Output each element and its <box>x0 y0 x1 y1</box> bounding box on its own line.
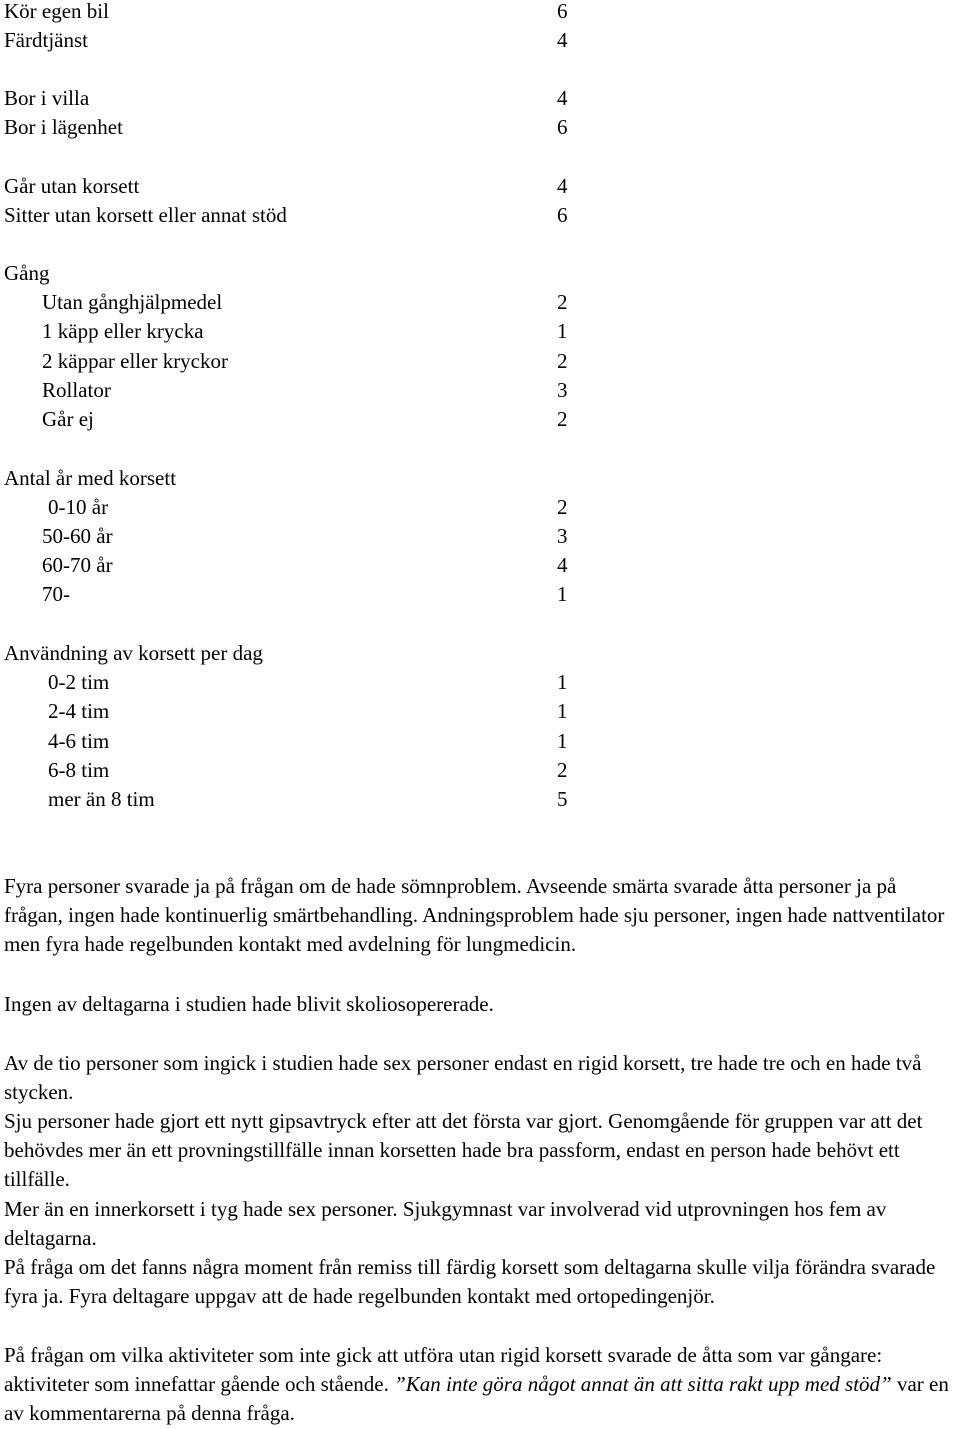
row-label: 2-4 tim <box>48 699 110 723</box>
row-label: 1 käpp eller krycka <box>42 319 204 343</box>
paragraph-symptoms: Fyra personer svarade ja på frågan om de hade sömnproblem. Avseende smärta svarade åtta personer ja på frågan, ingen hade kontinuerlig smärtbehandling. Andningsproblem hade sju personer, ingen hade nattventilator men fyra hade regelbunden kontakt med avdelning för lungmedicin. <box>4 874 945 957</box>
row-label: Bor i villa <box>4 86 90 110</box>
row-value: 6 <box>557 203 568 227</box>
row-value: 1 <box>557 319 568 343</box>
row-label: 6-8 tim <box>48 758 110 782</box>
row-label: Bor i lägenhet <box>4 115 123 139</box>
row-label: 70- <box>42 582 70 606</box>
row-value: 2 <box>557 758 568 782</box>
row-value: 1 <box>557 699 568 723</box>
row-value: 3 <box>557 378 568 402</box>
row-label: 50-60 år <box>42 524 113 548</box>
row-value: 5 <box>557 787 568 811</box>
row-value: 3 <box>557 524 568 548</box>
paragraph-aktiviteter <box>4 1341 956 1429</box>
row-value: 4 <box>557 28 568 52</box>
paragraph-text: På frågan om vilka aktiviteter som inte gick att utföra utan rigid korsett svarade de åtta som var gångare: aktiviteter som innefattar gående och stående. <box>4 1343 883 1397</box>
row-value: 4 <box>557 86 568 110</box>
paragraph-text: var en av kommentarerna på denna fråga. <box>4 1372 949 1426</box>
row-label: 4-6 tim <box>48 729 110 753</box>
row-value: 2 <box>557 290 568 314</box>
row-value: 2 <box>557 349 568 373</box>
row-value: 1 <box>557 582 568 606</box>
section-heading: Gång <box>4 261 50 285</box>
row-value: 6 <box>557 0 568 23</box>
row-label: 2 käppar eller kryckor <box>42 349 228 373</box>
row-label: Kör egen bil <box>4 0 109 23</box>
row-label: Går ej <box>42 407 94 431</box>
row-value: 2 <box>557 495 568 519</box>
row-value: 2 <box>557 407 568 431</box>
paragraph-remiss: På fråga om det fanns några moment från remiss till färdig korsett som deltagarna skulle vilja förändra svarade fyra ja. Fyra deltagare uppgav att de hade regelbunden kontakt med ortopedingenjör. <box>4 1255 936 1309</box>
paragraph-innerkorsett: Mer än en innerkorsett i tyg hade sex personer. Sjukgymnast var involverad vid utprovningen hos fem av deltagarna. <box>4 1197 887 1251</box>
paragraph-gipsavtryck: Sju personer hade gjort ett nytt gipsavtryck efter att det första var gjort. Genomgående för gruppen var att det behövdes mer än ett provningstillfälle innan korsetten hade bra passform, endast en person hade behövt ett tillfälle. <box>4 1109 923 1192</box>
section-heading: Antal år med korsett <box>4 466 177 490</box>
row-value: 4 <box>557 174 568 198</box>
section-heading: Användning av korsett per dag <box>4 641 263 665</box>
row-label: 60-70 år <box>42 553 113 577</box>
row-label: 0-2 tim <box>48 670 110 694</box>
row-label: mer än 8 tim <box>48 787 155 811</box>
paragraph-surgery: Ingen av deltagarna i studien hade blivit skoliosopererade. <box>4 992 494 1016</box>
row-label: Färdtjänst <box>4 28 88 52</box>
paragraph-korsett-count: Av de tio personer som ingick i studien hade sex personer endast en rigid korsett, tre hade tre och en hade två stycken. <box>4 1051 922 1105</box>
quote-text: ”Kan inte göra något annat än att sitta rakt upp med stöd” <box>394 1372 892 1397</box>
row-label: Går utan korsett <box>4 174 140 198</box>
row-value: 4 <box>557 553 568 577</box>
row-value: 1 <box>557 670 568 694</box>
row-label: Sitter utan korsett eller annat stöd <box>4 203 287 227</box>
row-value: 6 <box>557 115 568 139</box>
row-label: 0-10 år <box>48 495 109 519</box>
row-label: Utan gånghjälpmedel <box>42 290 223 314</box>
row-value: 1 <box>557 729 568 753</box>
row-label: Rollator <box>42 378 111 402</box>
